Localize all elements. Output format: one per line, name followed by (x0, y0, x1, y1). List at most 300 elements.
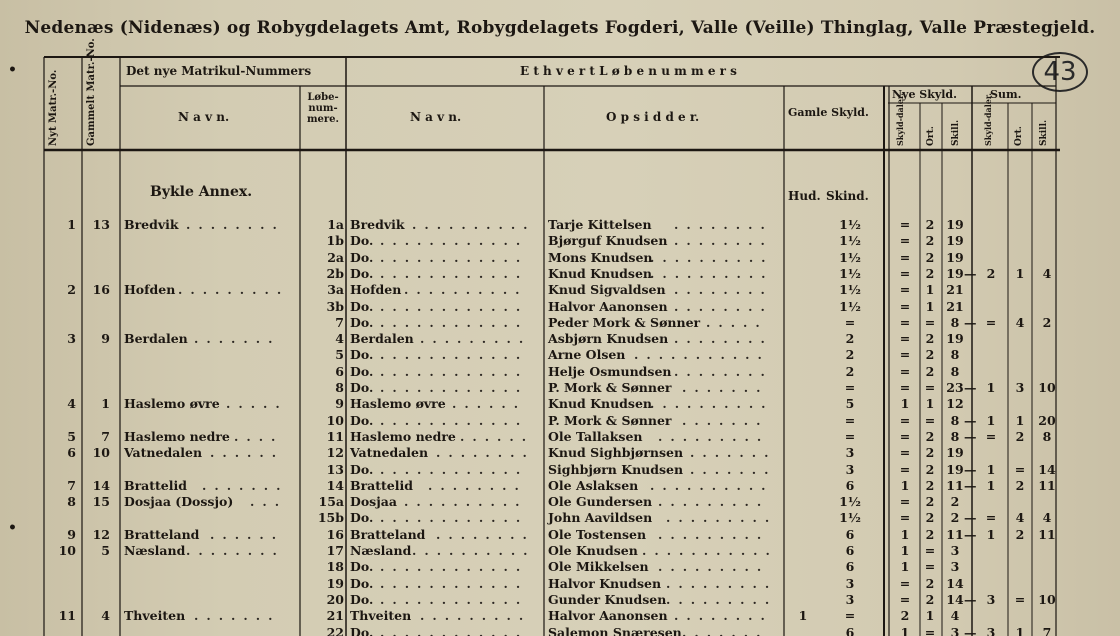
cell-lob-name: Do. (350, 575, 374, 591)
cell-nyt-matr: 2 (67, 282, 76, 298)
cell-daler: 1 (900, 559, 910, 575)
cell-sum-ort: 3 (1015, 380, 1025, 395)
cell-lob-name: Do. (350, 624, 374, 636)
sum-dash: — (964, 265, 977, 281)
leader-dots: ....... (194, 608, 281, 624)
cell-opsidder: Sighbjørn Knudsen (548, 461, 684, 477)
header-opsidder: O p s i d d e r. (606, 110, 700, 124)
cell-ort: 2 (925, 477, 935, 493)
cell-ort: 2 (925, 494, 935, 510)
leader-dots: ............ (380, 510, 529, 526)
cell-lob-name: Do. (350, 412, 374, 428)
cell-farm-name: Næsland (124, 543, 186, 558)
cell-gammelt-matr: 13 (92, 217, 110, 232)
cell-opsidder: Ole Aslaksen (548, 477, 639, 493)
cell-ort: 2 (925, 510, 935, 526)
cell-lobenummer: 18 (326, 559, 344, 575)
cell-ort: = (924, 380, 936, 395)
cell-daler: 1 (900, 624, 910, 636)
cell-opsidder: Mons Knudsen (548, 249, 653, 265)
cell-skill: 19 (946, 331, 964, 347)
cell-skind: = (844, 412, 856, 428)
cell-skind: 1½ (839, 265, 861, 281)
cell-ort: 2 (925, 461, 935, 477)
cell-opsidder: Ole Knudsen (548, 543, 638, 558)
cell-skind: 1½ (839, 249, 861, 265)
cell-skind: 5 (845, 396, 855, 412)
cell-lob-name: Do. (350, 510, 374, 526)
leader-dots: ....... (202, 477, 289, 493)
cell-lobenummer: 22 (326, 624, 344, 636)
cell-farm-name: Bredvik (124, 217, 179, 232)
cell-sum-ort: 2 (1015, 477, 1025, 493)
cell-lobenummer: 1b (326, 233, 344, 249)
cell-nyt-matr: 8 (67, 494, 76, 510)
cell-sum-ort: 1 (1015, 265, 1025, 281)
cell-nyt-matr: 3 (67, 331, 76, 347)
cell-skill: 8 (950, 412, 960, 428)
cell-skind: 6 (845, 559, 855, 575)
cell-skind: 1½ (839, 282, 861, 298)
leader-dots: ...... (460, 428, 535, 444)
cell-lob-name: Do. (350, 298, 374, 314)
cell-lobenummer: 12 (326, 445, 344, 461)
leader-dots: .......... (650, 396, 774, 412)
cell-sum-skill: 8 (1042, 428, 1052, 444)
cell-skind: 3 (845, 575, 855, 591)
leader-dots: ........ (186, 217, 285, 232)
cell-skind: = (844, 314, 856, 330)
cell-farm-name: Haslemo nedre (124, 428, 230, 444)
cell-lobenummer: 9 (335, 396, 344, 412)
cell-lobenummer: 15a (318, 494, 344, 510)
cell-daler: 1 (900, 396, 910, 412)
leader-dots: ......... (420, 608, 532, 624)
cell-daler: = (899, 298, 911, 314)
sum-dash: — (964, 380, 977, 395)
header-sum: Sum. (990, 88, 1022, 101)
cell-lobenummer: 20 (326, 591, 344, 607)
margin-mark: • (8, 520, 17, 536)
cell-lob-name: Vatnedalen (350, 445, 429, 461)
cell-skind: 2 (845, 363, 855, 379)
sum-dash: — (964, 526, 977, 542)
leader-dots: ............ (380, 233, 529, 249)
cell-lob-name: Haslemo nedre (350, 428, 456, 444)
leader-dots: ....... (682, 380, 769, 395)
cell-lob-name: Do. (350, 380, 374, 395)
leader-dots: ........... (642, 543, 778, 558)
cell-gammelt-matr: 5 (101, 543, 110, 558)
leader-dots: ............ (380, 380, 529, 395)
cell-opsidder: Bjørguf Knudsen (548, 233, 668, 249)
cell-opsidder: Asbjørn Knudsen (548, 331, 669, 347)
cell-lob-name: Do. (350, 233, 374, 249)
cell-daler: = (899, 575, 911, 591)
cell-nyt-matr: 9 (67, 526, 76, 542)
cell-sum-daler: 1 (986, 461, 996, 477)
leader-dots: ........ (674, 217, 773, 232)
cell-opsidder: Knud Knudsen (548, 265, 652, 281)
cell-sum-daler: 1 (986, 380, 996, 395)
cell-lob-name: Do. (350, 347, 374, 363)
cell-gammelt-matr: 1 (101, 396, 110, 412)
cell-daler: = (899, 461, 911, 477)
cell-skill: 12 (946, 396, 964, 412)
cell-ort: 2 (925, 445, 935, 461)
cell-sum-daler: 2 (986, 265, 996, 281)
cell-lobenummer: 21 (326, 608, 344, 624)
cell-nyt-matr: 1 (67, 217, 76, 232)
leader-dots: ......... (658, 428, 770, 444)
cell-daler: = (899, 428, 911, 444)
leader-dots: ........ (436, 445, 535, 461)
cell-lob-name: Do. (350, 265, 374, 281)
leader-dots: ............ (380, 249, 529, 265)
leader-dots: ..... (706, 314, 768, 330)
cell-opsidder: Ole Mikkelsen (548, 559, 649, 575)
leader-dots: ............ (380, 314, 529, 330)
cell-ort: = (924, 624, 936, 636)
leader-dots: ........ (436, 526, 535, 542)
cell-sum-ort: 4 (1015, 314, 1025, 330)
cell-skill: 3 (950, 543, 960, 558)
cell-skill: 11 (946, 477, 964, 493)
cell-skind: 1½ (839, 494, 861, 510)
leader-dots: ............ (380, 298, 529, 314)
leader-dots: ......... (658, 526, 770, 542)
cell-sum-daler: 1 (986, 412, 996, 428)
cell-nyt-matr: 4 (67, 396, 76, 412)
cell-ort: 2 (925, 347, 935, 363)
cell-opsidder: Knud Sighbjørnsen (548, 445, 684, 461)
cell-skind: 2 (845, 331, 855, 347)
cell-ort: 2 (925, 428, 935, 444)
cell-lobenummer: 3a (327, 282, 344, 298)
cell-daler: = (899, 265, 911, 281)
cell-daler: 1 (900, 526, 910, 542)
cell-farm-name: Hofden (124, 282, 176, 298)
cell-lob-name: Do. (350, 559, 374, 575)
cell-skill: 2 (950, 494, 960, 510)
leader-dots: ......... (658, 494, 770, 510)
cell-skind: 6 (845, 543, 855, 558)
cell-skill: 14 (946, 591, 964, 607)
leader-dots: ......... (178, 282, 290, 298)
cell-opsidder: P. Mork & Sønner (548, 412, 672, 428)
cell-skind: = (844, 380, 856, 395)
cell-sum-ort: 2 (1015, 428, 1025, 444)
cell-skind: 3 (845, 591, 855, 607)
cell-skill: 3 (950, 559, 960, 575)
cell-lobenummer: 7 (335, 314, 344, 330)
cell-sum-daler: = (985, 510, 997, 526)
leader-dots: .......... (650, 265, 774, 281)
cell-sum-daler: 3 (986, 624, 996, 636)
cell-farm-name: Dosjaa (Dossjo) (124, 494, 234, 510)
header-gammelt-matr: Gammelt Matr.-No. (86, 38, 97, 146)
cell-skill: 19 (946, 233, 964, 249)
cell-daler: = (899, 412, 911, 428)
leader-dots: .......... (404, 282, 528, 298)
cell-daler: = (899, 363, 911, 379)
cell-lobenummer: 3b (326, 298, 344, 314)
leader-dots: ....... (194, 331, 281, 347)
cell-lob-name: Bredvik (350, 217, 405, 232)
cell-sum-skill: 4 (1042, 265, 1052, 281)
leader-dots: ............ (380, 347, 529, 363)
cell-farm-name: Thveiten (124, 608, 186, 624)
header-navn-2: N a v n. (410, 110, 462, 124)
leader-dots: .... (234, 428, 284, 444)
cell-lob-name: Berdalen (350, 331, 414, 347)
cell-sum-skill: 11 (1038, 477, 1056, 493)
cell-opsidder: Ole Tostensen (548, 526, 647, 542)
cell-ort: 1 (925, 282, 935, 298)
sum-dash: — (964, 412, 977, 428)
sum-dash: — (964, 428, 977, 444)
cell-skill: 8 (950, 347, 960, 363)
cell-lobenummer: 15b (317, 510, 344, 526)
leader-dots: ............ (380, 591, 529, 607)
cell-farm-name: Brattelid (124, 477, 187, 493)
cell-gammelt-matr: 10 (92, 445, 110, 461)
cell-lob-name: Do. (350, 591, 374, 607)
leader-dots: ......... (420, 331, 532, 347)
cell-lobenummer: 2a (327, 249, 344, 265)
cell-daler: = (899, 233, 911, 249)
cell-skind: 3 (845, 445, 855, 461)
leader-dots: ....... (682, 624, 769, 636)
leader-dots: ..... (226, 396, 288, 412)
leader-dots: .......... (650, 477, 774, 493)
cell-sum-daler: = (985, 314, 997, 330)
cell-ort: 2 (925, 331, 935, 347)
sum-dash: — (964, 314, 977, 330)
cell-opsidder: Halvor Aanonsen (548, 298, 668, 314)
leader-dots: ............ (380, 412, 529, 428)
cell-sum-skill: 10 (1038, 591, 1056, 607)
cell-lob-name: Thveiten (350, 608, 412, 624)
cell-ort: 2 (925, 591, 935, 607)
subheader-hud: Hud. (788, 189, 821, 203)
leader-dots: ...... (210, 526, 285, 542)
cell-skill: 21 (946, 282, 964, 298)
leader-dots: ... (250, 494, 288, 510)
cell-opsidder: Knud Sigvaldsen (548, 282, 666, 298)
cell-gammelt-matr: 15 (92, 494, 110, 510)
cell-skind: 6 (845, 526, 855, 542)
cell-sum-ort: 1 (1015, 412, 1025, 428)
cell-skind: 1½ (839, 510, 861, 526)
cell-sum-daler: 3 (986, 591, 996, 607)
cell-gammelt-matr: 4 (101, 608, 110, 624)
cell-lobenummer: 17 (326, 543, 344, 558)
cell-daler: = (899, 510, 911, 526)
leader-dots: ....... (690, 445, 777, 461)
cell-sum-skill: 4 (1042, 510, 1052, 526)
cell-skill: 8 (950, 428, 960, 444)
cell-nyt-matr: 6 (67, 445, 76, 461)
cell-skill: 8 (950, 363, 960, 379)
cell-skill: 2 (950, 510, 960, 526)
cell-farm-name: Berdalen (124, 331, 188, 347)
cell-sum-skill: 20 (1038, 412, 1056, 428)
cell-daler: 1 (900, 543, 910, 558)
leader-dots: ......... (666, 510, 778, 526)
cell-lob-name: Do. (350, 314, 374, 330)
leader-dots: .......... (650, 249, 774, 265)
cell-skill: 19 (946, 217, 964, 232)
cell-daler: 2 (900, 608, 910, 624)
page-number: 43 (1032, 52, 1088, 92)
cell-gammelt-matr: 14 (92, 477, 110, 493)
leader-dots: ........ (674, 298, 773, 314)
header-sum-skill: Skill. (1039, 119, 1049, 146)
cell-farm-name: Haslemo øvre (124, 396, 220, 412)
leader-dots: ............ (380, 575, 529, 591)
cell-skill: 3 (950, 624, 960, 636)
cell-lob-name: Næsland (350, 543, 412, 558)
cell-opsidder: Gunder Knudsen (548, 591, 667, 607)
cell-lob-name: Hofden (350, 282, 402, 298)
header-nye-skyld: Nye Skyld. (892, 88, 957, 101)
leader-dots: ........ (186, 543, 285, 558)
header-ort: Ort. (926, 126, 936, 146)
cell-skind: 6 (845, 624, 855, 636)
cell-sum-daler: 1 (986, 526, 996, 542)
leader-dots: ........... (634, 347, 770, 363)
cell-lobenummer: 6 (335, 363, 344, 379)
cell-lob-name: Brattelid (350, 477, 413, 493)
cell-skind: 6 (845, 477, 855, 493)
cell-daler: = (899, 314, 911, 330)
leader-dots: .......... (412, 217, 536, 232)
cell-skill: 4 (950, 608, 960, 624)
cell-skind: 2 (845, 347, 855, 363)
cell-lobenummer: 19 (326, 575, 344, 591)
cell-opsidder: Halvor Aanonsen (548, 608, 668, 624)
cell-ort: = (924, 314, 936, 330)
cell-opsidder: Ole Gundersen (548, 494, 653, 510)
cell-sum-skill: 14 (1038, 461, 1056, 477)
cell-daler: 1 (900, 477, 910, 493)
sum-dash: — (964, 510, 977, 526)
leader-dots: ............ (380, 559, 529, 575)
cell-opsidder: Tarje Kittelsen (548, 217, 652, 232)
cell-skind: = (844, 608, 856, 624)
cell-ort: 2 (925, 233, 935, 249)
cell-lobenummer: 13 (326, 461, 344, 477)
cell-farm-name: Vatnedalen (124, 445, 203, 461)
cell-ort: 1 (925, 608, 935, 624)
cell-sum-ort: = (1014, 591, 1026, 607)
cell-ort: 1 (925, 396, 935, 412)
cell-daler: = (899, 217, 911, 232)
cell-nyt-matr: 7 (67, 477, 76, 493)
cell-daler: = (899, 347, 911, 363)
cell-daler: = (899, 494, 911, 510)
cell-skill: 23 (946, 380, 964, 395)
cell-sum-skill: 7 (1042, 624, 1052, 636)
leader-dots: ...... (210, 445, 285, 461)
cell-farm-name: Bratteland (124, 526, 200, 542)
cell-daler: = (899, 380, 911, 395)
leader-dots: ........ (674, 282, 773, 298)
cell-ort: = (924, 412, 936, 428)
cell-lob-name: Haslemo øvre (350, 396, 446, 412)
leader-dots: ....... (682, 412, 769, 428)
leader-dots: ...... (452, 396, 527, 412)
cell-ort: 1 (925, 298, 935, 314)
cell-nyt-matr: 5 (67, 428, 76, 444)
header-sum-skyld-daler: Skyld-daler. (983, 92, 993, 146)
cell-skind: 1½ (839, 233, 861, 249)
cell-skill: 19 (946, 445, 964, 461)
header-gamle-skyld: Gamle Skyld. (788, 106, 869, 119)
cell-lobenummer: 4 (335, 331, 344, 347)
header-det-nye-matrikul: Det nye Matrikul-Nummers (126, 64, 312, 78)
cell-daler: = (899, 282, 911, 298)
cell-daler: = (899, 249, 911, 265)
cell-lob-name: Dosjaa (350, 494, 397, 510)
leader-dots: ........ (674, 331, 773, 347)
leader-dots: ........ (674, 608, 773, 624)
leader-dots: ............ (380, 461, 529, 477)
header-sum-ort: Ort. (1014, 126, 1024, 146)
leader-dots: ....... (690, 461, 777, 477)
sum-dash: — (964, 624, 977, 636)
page-title: Nedenæs (Nidenæs) og Robygdelagets Amt, Robygdelagets Fogderi, Valle (Veille) Thinglag, Valle Præstegjeld. (24, 18, 1096, 38)
cell-skind: = (844, 428, 856, 444)
margin-mark: • (8, 62, 17, 78)
cell-opsidder: Halvor Knudsen (548, 575, 662, 591)
header-nyt-matr: Nyt Matr.-No. (48, 69, 59, 146)
leader-dots: ........ (674, 233, 773, 249)
cell-skill: 14 (946, 575, 964, 591)
cell-nyt-matr: 11 (58, 608, 76, 624)
cell-sum-ort: 1 (1015, 624, 1025, 636)
cell-skill: 8 (950, 314, 960, 330)
sum-dash: — (964, 461, 977, 477)
cell-skill: 19 (946, 461, 964, 477)
cell-skill: 21 (946, 298, 964, 314)
cell-ort: = (924, 559, 936, 575)
cell-skind: 1½ (839, 217, 861, 232)
leader-dots: ........ (674, 363, 773, 379)
cell-lobenummer: 8 (335, 380, 344, 395)
cell-sum-daler: = (985, 428, 997, 444)
header-lobenummere: Løbe-num-mere. (306, 92, 340, 125)
cell-lobenummer: 11 (326, 428, 344, 444)
cell-lobenummer: 10 (326, 412, 344, 428)
cell-lobenummer: 2b (326, 265, 344, 281)
cell-lob-name: Do. (350, 249, 374, 265)
leader-dots: ......... (658, 559, 770, 575)
cell-lob-name: Bratteland (350, 526, 426, 542)
cell-opsidder: Helje Osmundsen (548, 363, 672, 379)
cell-opsidder: Ole Tallaksen (548, 428, 643, 444)
cell-daler: = (899, 445, 911, 461)
leader-dots: ............ (380, 624, 529, 636)
header-navn: N a v n. (178, 110, 230, 124)
cell-opsidder: Arne Olsen (548, 347, 626, 363)
cell-skind: 3 (845, 461, 855, 477)
leader-dots: .......... (412, 543, 536, 558)
cell-skill: 11 (946, 526, 964, 542)
leader-dots: ........ (428, 477, 527, 493)
cell-sum-daler: 1 (986, 477, 996, 493)
